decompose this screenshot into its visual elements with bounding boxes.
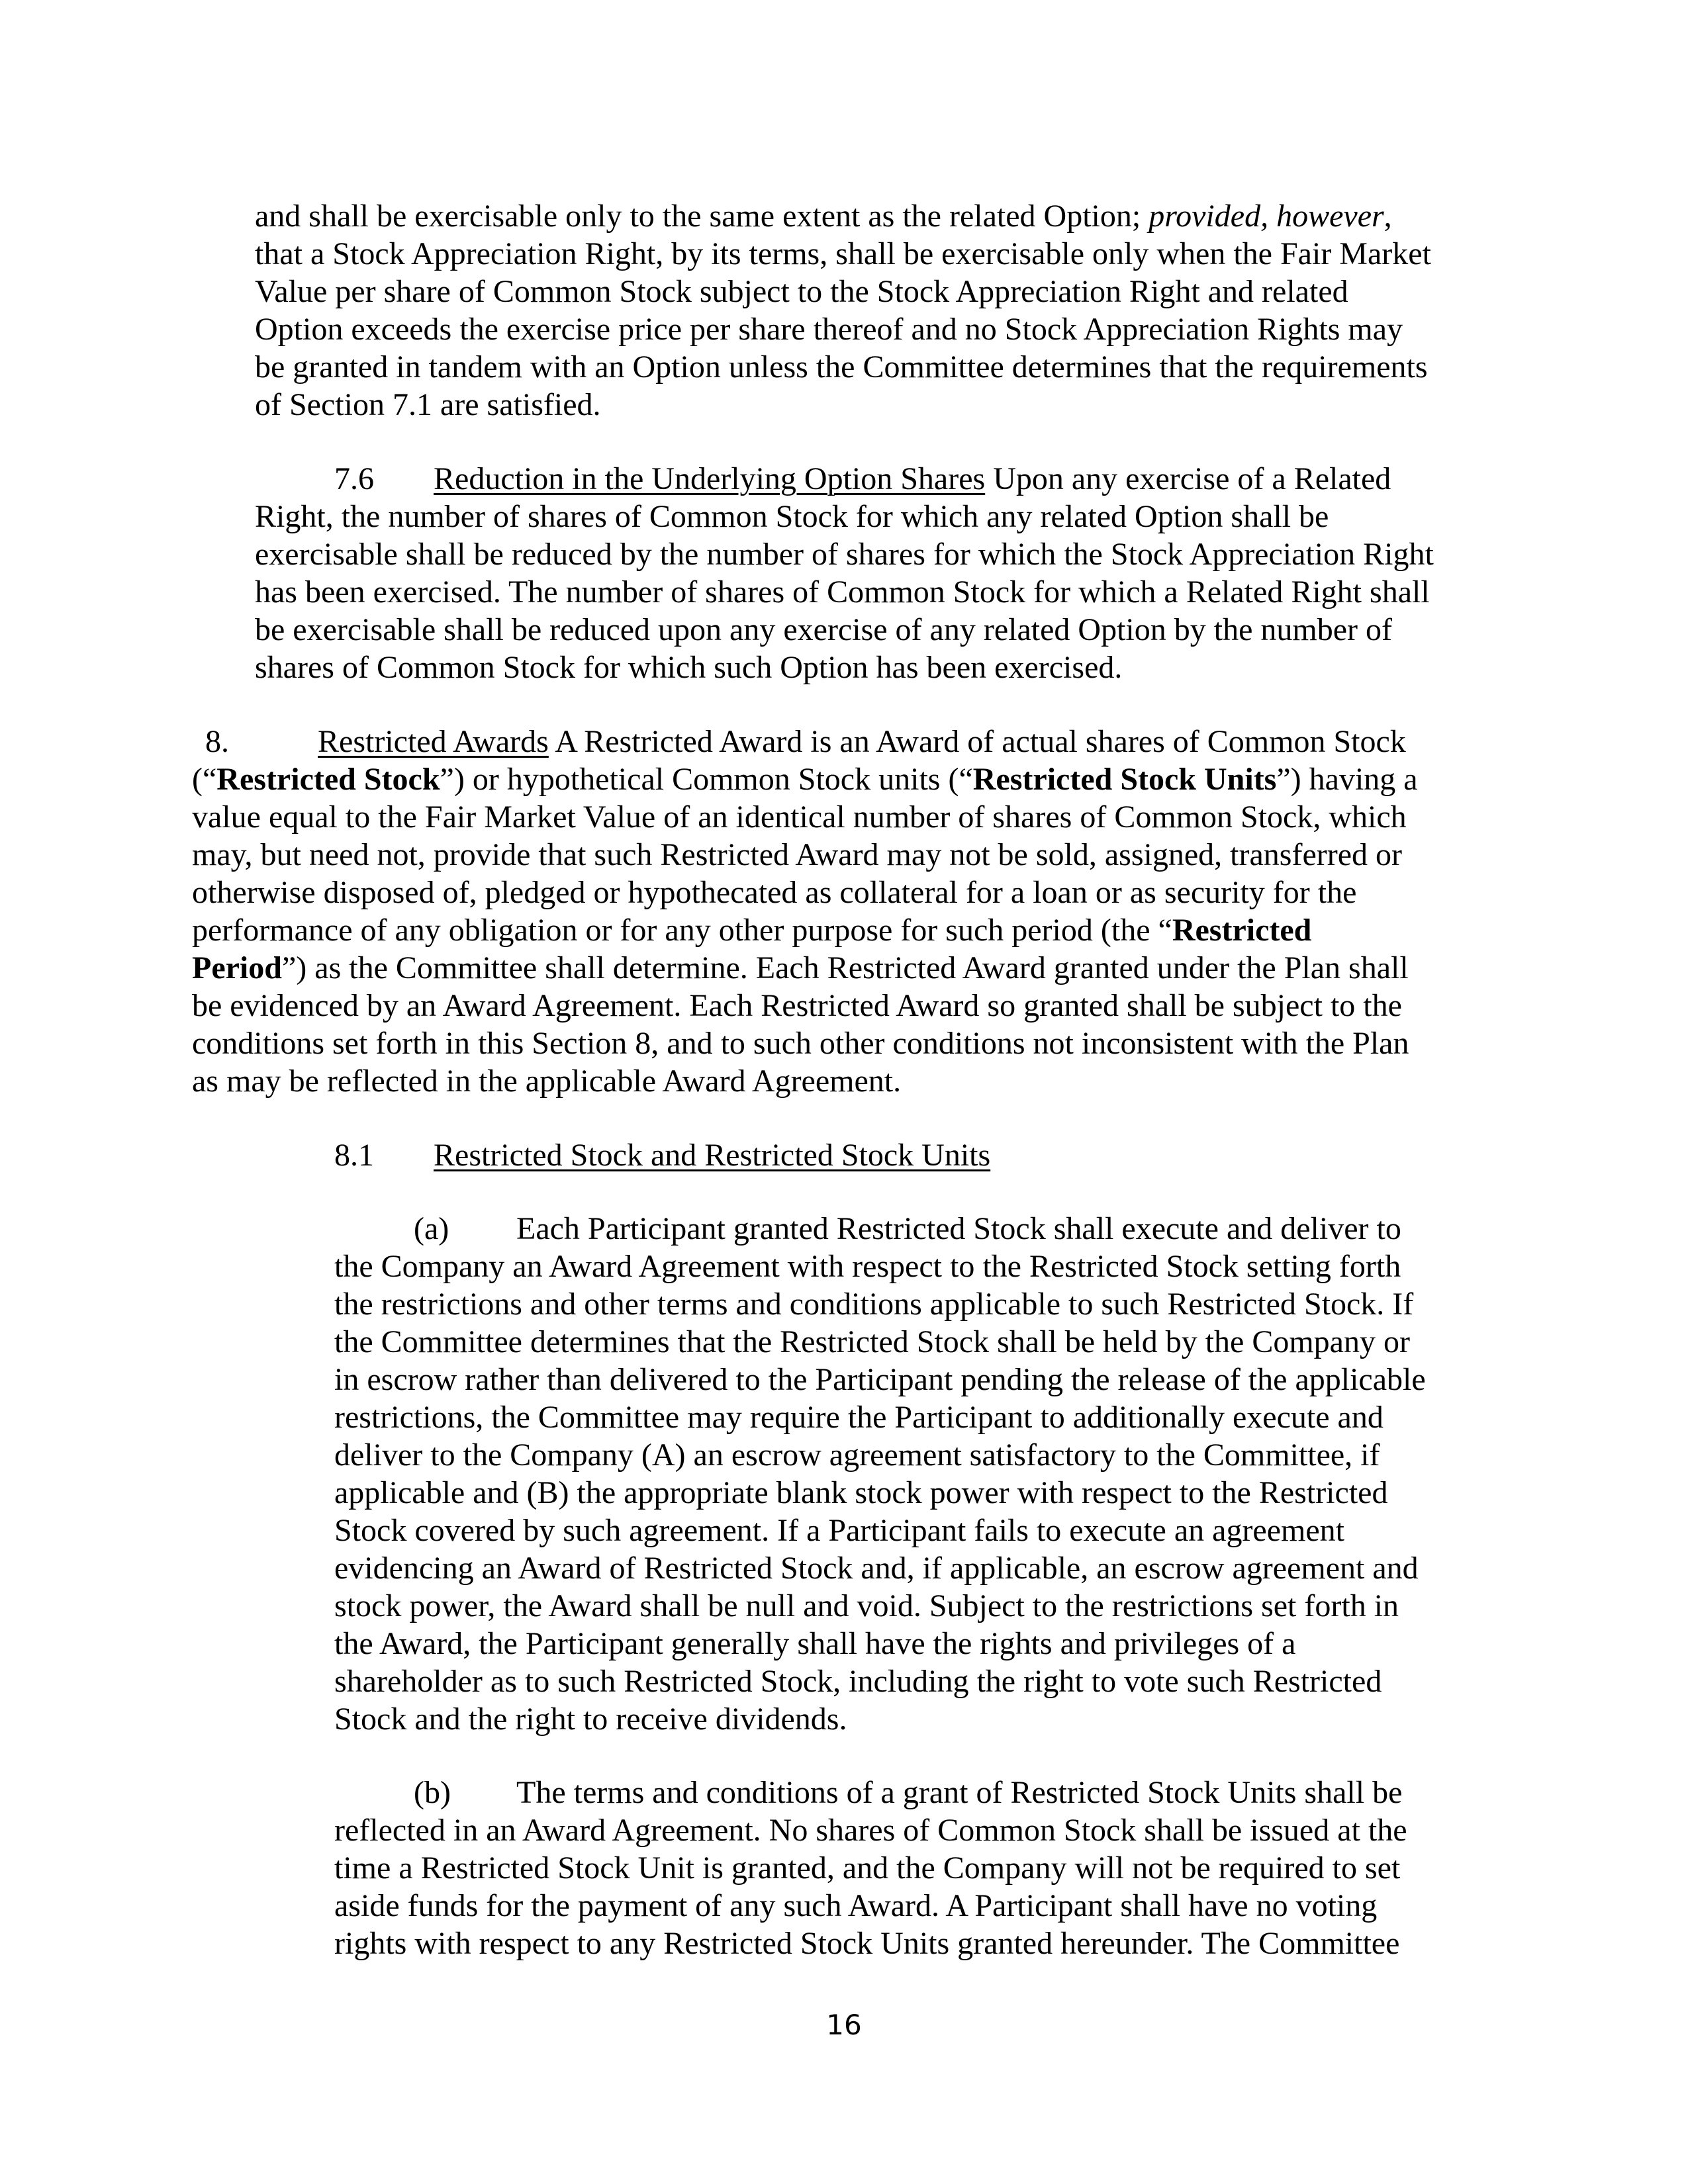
- text-line: stock power, the Award shall be null and void. Subject to the restrictions set forth in: [334, 1588, 1399, 1623]
- text-line: the Award, the Participant generally shall have the rights and privileges of a: [334, 1626, 1296, 1661]
- section-heading: Reduction in the Underlying Option Shares: [434, 461, 986, 496]
- text-line: Period”) as the Committee shall determine. Each Restricted Award granted under the Plan shall: [192, 950, 1409, 985]
- text-line: as may be reflected in the applicable Award Agreement.: [192, 1064, 902, 1099]
- text-line: Value per share of Common Stock subject to the Stock Appreciation Right and related: [255, 274, 1348, 309]
- text-line: exercisable shall be reduced by the number of shares for which the Stock Appreciation Right: [255, 537, 1434, 572]
- text-line: shares of Common Stock for which such Option has been exercised.: [255, 650, 1123, 685]
- text-line: Right, the number of shares of Common Stock for which any related Option shall be: [255, 499, 1329, 534]
- text-line: (b) The terms and conditions of a grant of Restricted Stock Units shall be: [414, 1775, 1403, 1810]
- section-heading: Restricted Stock and Restricted Stock Units: [434, 1138, 991, 1173]
- text-line: restrictions, the Committee may require the Participant to additionally execute and: [334, 1400, 1383, 1435]
- text-line: (“Restricted Stock”) or hypothetical Common Stock units (“Restricted Stock Units”) having a: [192, 762, 1418, 797]
- text-line: conditions set forth in this Section 8, and to such other conditions not inconsistent with the Plan: [192, 1026, 1409, 1061]
- text-line: [334, 1136, 990, 1174]
- text-line: the Company an Award Agreement with respect to the Restricted Stock setting forth: [334, 1249, 1401, 1284]
- defined-term: Restricted: [1172, 913, 1312, 948]
- text-line: Stock covered by such agreement. If a Participant fails to execute an agreement: [334, 1513, 1345, 1548]
- text-line: of Section 7.1 are satisfied.: [255, 387, 601, 422]
- subsection-label: (a): [414, 1211, 449, 1246]
- section-heading: Restricted Awards: [318, 724, 549, 759]
- text-line: value equal to the Fair Market Value of an identical number of shares of Common Stock, which: [192, 799, 1407, 835]
- page-number: 16: [826, 2009, 862, 2041]
- text-line: be granted in tandem with an Option unless the Committee determines that the requirements: [255, 349, 1428, 385]
- text-line: may, but need not, provide that such Restricted Award may not be sold, assigned, transferred or: [192, 837, 1403, 872]
- subsection-label: (b): [414, 1775, 451, 1810]
- text-line: the restrictions and other terms and conditions applicable to such Restricted Stock. If: [334, 1287, 1414, 1322]
- text-line: 7.6 Reduction in the Underlying Option Shares Upon any exercise of a Related: [334, 461, 1391, 496]
- text-line: deliver to the Company (A) an escrow agreement satisfactory to the Committee, if: [334, 1437, 1380, 1473]
- text-line: Option exceeds the exercise price per share thereof and no Stock Appreciation Rights may: [255, 312, 1403, 347]
- text-line: has been exercised. The number of shares of Common Stock for which a Related Right shall: [255, 574, 1430, 610]
- text-line: 8. Restricted Awards A Restricted Award is an Award of actual shares of Common Stock: [205, 724, 1406, 759]
- text-line: time a Restricted Stock Unit is granted, and the Company will not be required to set: [334, 1850, 1401, 1886]
- text-line: reflected in an Award Agreement. No shares of Common Stock shall be issued at the: [334, 1813, 1407, 1848]
- text-line: aside funds for the payment of any such Award. A Participant shall have no voting: [334, 1888, 1378, 1923]
- text-line: Stock and the right to receive dividends.: [334, 1702, 847, 1737]
- defined-term: Period: [192, 950, 282, 985]
- defined-term: Restricted Stock Units: [972, 762, 1277, 797]
- defined-term: Restricted Stock: [216, 762, 440, 797]
- text-line: be exercisable shall be reduced upon any exercise of any related Option by the number of: [255, 612, 1392, 647]
- text-line: rights with respect to any Restricted Stock Units granted hereunder. The Committee: [334, 1926, 1400, 1961]
- text-line: applicable and (B) the appropriate blank stock power with respect to the Restricted: [334, 1475, 1388, 1510]
- text-line: (a) Each Participant granted Restricted Stock shall execute and deliver to: [414, 1211, 1401, 1246]
- text-line: in escrow rather than delivered to the Participant pending the release of the applicable: [334, 1362, 1426, 1397]
- text-line: otherwise disposed of, pledged or hypothecated as collateral for a loan or as security for the: [192, 875, 1357, 910]
- text-line: that a Stock Appreciation Right, by its terms, shall be exercisable only when the Fair Market: [255, 236, 1431, 271]
- section-number: 8.1: [334, 1138, 374, 1173]
- text-line: performance of any obligation or for any other purpose for such period (the “Restricted: [192, 913, 1312, 948]
- italic-phrase: provided, however: [1149, 199, 1384, 234]
- text-line: be evidenced by an Award Agreement. Each Restricted Award so granted shall be subject to the: [192, 988, 1402, 1023]
- text-line: shareholder as to such Restricted Stock, including the right to vote such Restricted: [334, 1664, 1382, 1699]
- text-line: the Committee determines that the Restricted Stock shall be held by the Company or: [334, 1324, 1410, 1359]
- text-line: evidencing an Award of Restricted Stock and, if applicable, an escrow agreement and: [334, 1551, 1419, 1586]
- text-line: and shall be exercisable only to the same extent as the related Option; provided, however,: [255, 199, 1392, 234]
